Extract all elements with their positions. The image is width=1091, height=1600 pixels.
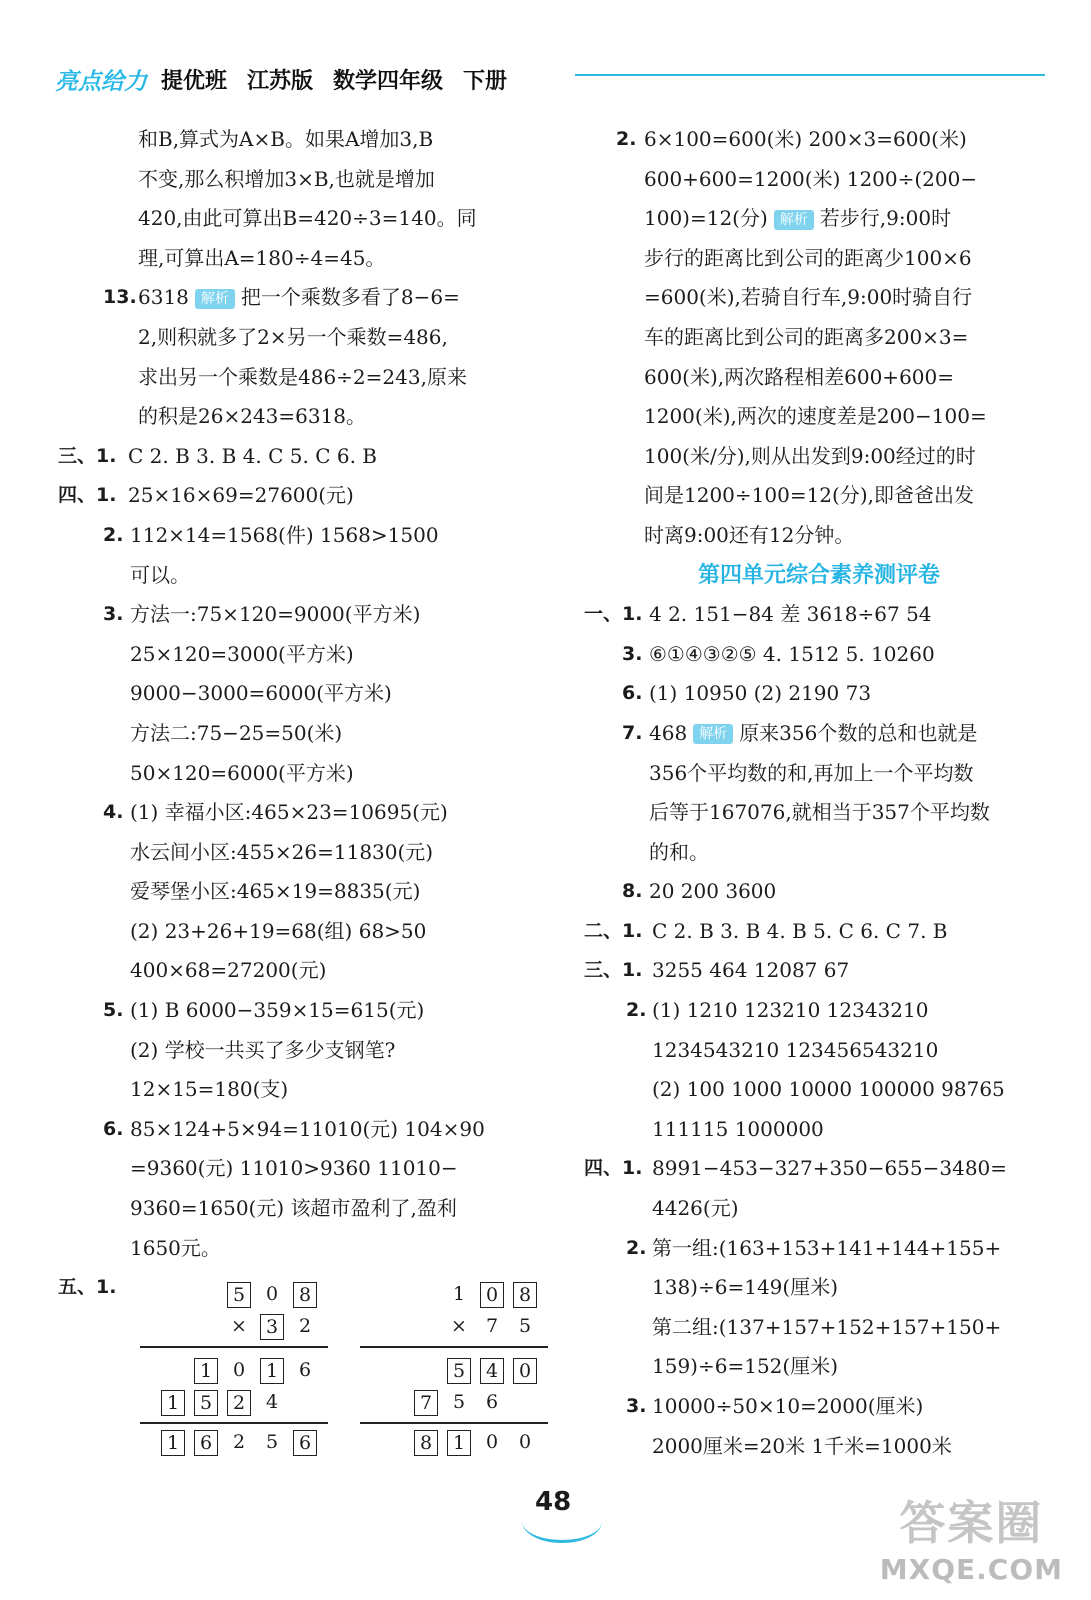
- answer-content: 爱琴堡小区:465×19=8835(元): [130, 879, 421, 904]
- answer-box: 4: [480, 1358, 504, 1384]
- answer-content: 1650元。: [130, 1235, 221, 1260]
- answer-line: [584, 437, 1054, 477]
- answer-text: [130, 1149, 458, 1189]
- answer-line: [58, 1149, 543, 1189]
- answer-text: [644, 397, 987, 437]
- answer-line: [58, 1189, 543, 1229]
- answer-content: 2,则积就多了2×另一个乘数=486,: [138, 324, 448, 349]
- answer-text: [644, 278, 972, 318]
- answer-content: 25×120=3000(平方米): [130, 641, 354, 666]
- answer-text: [130, 714, 342, 754]
- question-number: 五、1.: [58, 1276, 117, 1299]
- answer-text: [644, 318, 968, 358]
- answer-content: 1234543210 123456543210: [652, 1037, 939, 1062]
- question-number: 4.: [103, 801, 124, 824]
- answer-line: [584, 912, 1054, 952]
- question-number: 7.: [622, 721, 643, 744]
- answer-content: 的积是26×243=6318。: [138, 404, 367, 429]
- answer-line: [58, 951, 543, 991]
- answer-line: [58, 1031, 543, 1071]
- answer-text: [649, 793, 990, 833]
- digit: 4: [265, 1391, 279, 1413]
- answer-text: [138, 358, 467, 398]
- answer-content: 420,由此可算出B=420÷3=140。同: [138, 206, 477, 231]
- question-number: 2.: [626, 999, 647, 1022]
- answer-line: [58, 635, 543, 675]
- answer-line: [584, 1427, 1054, 1467]
- question-number: 四、1.: [584, 1157, 643, 1180]
- answer-content: 6318: [138, 285, 189, 310]
- analysis-tag: 解析: [195, 289, 235, 309]
- digit: 2: [298, 1315, 312, 1337]
- answer-line: [584, 120, 1054, 160]
- answer-content: (2) 学校一共买了多少支钢笔?: [130, 1037, 396, 1062]
- answer-line: [584, 991, 1054, 1031]
- answer-text: [644, 120, 967, 160]
- answer-content: 方法一:75×120=9000(平方米): [130, 602, 421, 627]
- answer-line: [584, 1229, 1054, 1269]
- answer-content: (1) B 6000−359×15=615(元): [130, 998, 425, 1023]
- answer-content: 468: [649, 720, 688, 745]
- answer-line: [58, 397, 543, 437]
- answer-text: [649, 833, 709, 873]
- answer-line: [584, 278, 1054, 318]
- analysis-tag: 解析: [774, 210, 814, 230]
- answer-box: 5: [447, 1358, 471, 1384]
- answer-line: [584, 516, 1054, 556]
- calc-rule: [360, 1346, 548, 1348]
- watermark-url: MXQE.COM: [879, 1553, 1063, 1586]
- answer-content: =9360(元) 11010>9360 11010−: [130, 1156, 458, 1181]
- series-title: 提优班: [161, 68, 228, 94]
- answer-line: [584, 674, 1054, 714]
- digit: 6: [298, 1359, 312, 1381]
- answer-text: [652, 991, 928, 1031]
- answer-text: [130, 951, 326, 991]
- digit: 0: [265, 1283, 279, 1305]
- answer-text: [130, 1031, 395, 1071]
- question-number: 2.: [626, 1236, 647, 1259]
- answer-content: 后等于167076,就相当于357个平均数: [649, 800, 990, 825]
- answer-text: [128, 437, 377, 477]
- answer-content: 理,可算出A=180÷4=45。: [138, 245, 386, 270]
- answer-line: [584, 872, 1054, 912]
- answer-line: [584, 1189, 1054, 1229]
- brand-logo: 亮点给力: [55, 68, 147, 95]
- answer-text: [138, 199, 477, 239]
- answer-content: 9360=1650(元) 该超市盈利了,盈利: [130, 1196, 457, 1221]
- answer-content: 间是1200÷100=12(分),即爸爸出发: [644, 483, 974, 508]
- answer-content: 159)÷6=152(厘米): [652, 1354, 838, 1379]
- answer-content: 9000−3000=6000(平方米): [130, 681, 392, 706]
- answer-content: 水云间小区:455×26=11830(元): [130, 839, 434, 864]
- answer-line: [584, 714, 1054, 754]
- answer-content: 8991−453−327+350−655−3480=: [652, 1156, 1008, 1181]
- answer-line: [58, 1229, 543, 1269]
- digit: 6: [485, 1391, 499, 1413]
- answer-content: C 2. B 3. B 4. B 5. C 6. C 7. B: [652, 918, 948, 943]
- digit: ×: [451, 1315, 467, 1337]
- answer-line: [584, 1387, 1054, 1427]
- answer-content: 可以。: [130, 562, 190, 587]
- answer-content: 356个平均数的和,再加上一个平均数: [649, 760, 974, 785]
- answer-box: 1: [260, 1358, 284, 1384]
- answer-line: [58, 1110, 543, 1150]
- answer-text: [649, 872, 776, 912]
- answer-content: 3255 464 12087 67: [652, 958, 850, 983]
- answer-text: [130, 1189, 457, 1229]
- question-number: 四、1.: [58, 484, 117, 507]
- answer-box: 8: [293, 1282, 317, 1308]
- answer-content: 600(米),两次路程相差600+600=: [644, 364, 954, 389]
- answer-text: [138, 120, 433, 160]
- digit: 1: [452, 1283, 466, 1305]
- answer-content: 第一组:(163+153+141+144+155+: [652, 1235, 1002, 1260]
- answer-box: 1: [161, 1390, 185, 1416]
- answer-content: 85×124+5×94=11010(元) 104×90: [130, 1116, 485, 1141]
- calc-rule: [140, 1422, 328, 1424]
- section-title: 第四单元综合素养测评卷: [697, 562, 940, 588]
- answer-content: 2000厘米=20米 1千米=1000米: [652, 1433, 952, 1458]
- answer-line: [584, 1149, 1054, 1189]
- answer-line: [584, 793, 1054, 833]
- answer-line: [584, 1110, 1054, 1150]
- question-number: 3.: [626, 1395, 647, 1417]
- answer-text: [652, 1427, 952, 1467]
- answer-text: [130, 556, 190, 596]
- answer-box: 5: [194, 1390, 218, 1416]
- question-number: 2.: [616, 128, 637, 150]
- answer-box: 0: [513, 1358, 537, 1384]
- answer-box: 1: [194, 1358, 218, 1384]
- answer-text: [652, 1110, 824, 1150]
- answer-line: [58, 160, 543, 200]
- question-number: 3.: [103, 603, 124, 626]
- answer-content: 600+600=1200(米) 1200÷(200−: [644, 166, 978, 191]
- digit: 0: [232, 1359, 246, 1381]
- answer-content: ⑥①④③②⑤ 4. 1512 5. 10260: [649, 641, 935, 666]
- digit: 5: [265, 1431, 279, 1453]
- answer-text: [652, 1229, 1001, 1269]
- answer-content: 4426(元): [652, 1196, 739, 1221]
- answer-box: 8: [414, 1430, 438, 1456]
- question-number: 三、1.: [584, 959, 643, 982]
- answer-content: 100)=12(分): [644, 206, 768, 231]
- question-number: 8.: [622, 880, 643, 903]
- answer-content: 车的距离比到公司的距离多200×3=: [644, 324, 969, 349]
- edition: 江苏版: [247, 68, 314, 94]
- calc-rule: [140, 1346, 328, 1348]
- answer-content: =600(米),若骑自行车,9:00时骑自行: [644, 285, 973, 310]
- answer-line: [58, 714, 543, 754]
- digit: ×: [231, 1315, 247, 1337]
- answer-line: [584, 1268, 1054, 1308]
- answer-line: [584, 358, 1054, 398]
- answer-content: 的和。: [649, 839, 709, 864]
- answer-content: (1) 10950 (2) 2190 73: [649, 681, 872, 706]
- answer-line: [584, 397, 1054, 437]
- answer-box: 3: [260, 1314, 284, 1340]
- answer-line: [584, 476, 1054, 516]
- answer-text: [138, 160, 435, 200]
- answer-content: 20 200 3600: [649, 879, 777, 904]
- page-number: 48: [535, 1487, 572, 1517]
- answer-content: 6×100=600(米) 200×3=600(米): [644, 127, 967, 151]
- answer-line: [584, 833, 1054, 873]
- answer-box: 1: [161, 1430, 185, 1456]
- answer-content: 方法二:75−25=50(米): [130, 720, 343, 745]
- answer-text: [652, 912, 947, 952]
- answer-line: [584, 951, 1054, 991]
- answer-line: [584, 595, 1054, 635]
- answer-text: [652, 951, 849, 991]
- answer-content: 25×16×69=27600(元): [128, 483, 354, 508]
- answer-line: [58, 199, 543, 239]
- answer-line: [58, 239, 543, 279]
- right-column: [584, 120, 1054, 1466]
- answer-line: [58, 278, 543, 318]
- answer-box: 1: [447, 1430, 471, 1456]
- analysis-text: 把一个乘数多看了8−6=: [240, 285, 460, 310]
- answer-line: [58, 1070, 543, 1110]
- answer-text: [644, 239, 972, 279]
- answer-box: 6: [293, 1430, 317, 1456]
- answer-box: 7: [414, 1390, 438, 1416]
- answer-content: (2) 100 1000 10000 100000 98765: [652, 1077, 1005, 1102]
- answer-content: C 2. B 3. B 4. C 5. C 6. B: [128, 443, 377, 468]
- volume: 下册: [463, 68, 508, 94]
- answer-content: (1) 1210 123210 12343210: [652, 998, 929, 1023]
- answer-content: (1) 幸福小区:465×23=10695(元): [130, 800, 448, 825]
- answer-content: 不变,那么积增加3×B,也就是增加: [138, 166, 435, 191]
- answer-content: 111115 1000000: [652, 1116, 824, 1141]
- analysis-tag: 解析: [693, 724, 733, 744]
- answer-box: 2: [227, 1390, 251, 1416]
- answer-text: [128, 476, 354, 516]
- digit: 2: [232, 1431, 246, 1453]
- answer-line: [58, 358, 543, 398]
- answer-text: [644, 516, 854, 556]
- page-header: [55, 62, 527, 96]
- answer-text: [644, 437, 976, 477]
- answer-text: [130, 991, 424, 1031]
- answer-text: [644, 160, 977, 200]
- answer-text: [138, 318, 448, 358]
- question-number: 6.: [103, 1117, 124, 1140]
- answer-content: 12×15=180(支): [130, 1077, 289, 1102]
- answer-text: [130, 1229, 221, 1269]
- answer-line: [58, 437, 543, 477]
- answer-line: [58, 991, 543, 1031]
- answer-text: [130, 674, 392, 714]
- analysis-text: 原来356个数的总和也就是: [739, 720, 978, 745]
- answer-line: [58, 476, 543, 516]
- answer-line: [58, 793, 543, 833]
- answer-text: [138, 239, 385, 279]
- question-number: 13.: [103, 286, 137, 309]
- answer-text: [138, 278, 460, 318]
- question-number: 5.: [103, 999, 124, 1022]
- answer-text: [130, 516, 439, 556]
- answer-box: 6: [194, 1430, 218, 1456]
- answer-content: 138)÷6=149(厘米): [652, 1275, 838, 1300]
- answer-text: [130, 872, 420, 912]
- answer-text: [652, 1347, 838, 1387]
- question-number: 一、1.: [584, 603, 643, 626]
- answer-content: 第二组:(137+157+152+157+150+: [652, 1314, 1002, 1339]
- digit: 7: [485, 1315, 499, 1337]
- answer-line: [584, 239, 1054, 279]
- answer-box: 8: [513, 1282, 537, 1308]
- answer-content: 时离9:00还有12分钟。: [644, 522, 855, 547]
- answer-content: 步行的距离比到公司的距离少100×6: [644, 245, 972, 270]
- watermark-logo: 答案圈: [899, 1496, 1044, 1550]
- answer-line: [58, 595, 543, 635]
- answer-text: [130, 754, 354, 794]
- answer-text: [649, 714, 977, 754]
- answer-text: [652, 1387, 923, 1427]
- answer-line: [584, 160, 1054, 200]
- question-number: 2.: [103, 523, 124, 546]
- answer-line: [58, 674, 543, 714]
- digit: 5: [452, 1391, 466, 1413]
- answer-text: [130, 635, 354, 675]
- answer-line: [58, 120, 543, 160]
- answer-text: [652, 1149, 1007, 1189]
- answer-line: [584, 754, 1054, 794]
- answer-text: [130, 793, 448, 833]
- answer-line: [58, 912, 543, 952]
- answer-line: [584, 1031, 1054, 1071]
- answer-line: [58, 833, 543, 873]
- answer-line: [584, 1347, 1054, 1387]
- question-number: 二、1.: [584, 919, 643, 942]
- answer-text: [644, 476, 974, 516]
- answer-text: [649, 635, 935, 675]
- answer-content: 1200(米),两次的速度差是200−100=: [644, 404, 987, 429]
- header-rule: [575, 74, 1045, 76]
- answer-content: (2) 23+26+19=68(组) 68>50: [130, 918, 427, 943]
- watermark: [880, 1487, 1063, 1586]
- answer-content: 100(米/分),则从出发到9:00经过的时: [644, 443, 976, 468]
- answer-content: 400×68=27200(元): [130, 958, 327, 983]
- answer-text: [652, 1031, 938, 1071]
- left-column: [58, 120, 543, 1308]
- answer-text: [652, 1268, 838, 1308]
- answer-text: [130, 595, 420, 635]
- answer-text: [130, 1070, 288, 1110]
- answer-line: [584, 318, 1054, 358]
- answer-box: 0: [480, 1282, 504, 1308]
- answer-text: [644, 358, 954, 398]
- answer-text: [649, 595, 932, 635]
- calc-rule: [360, 1422, 548, 1424]
- answer-content: 50×120=6000(平方米): [130, 760, 354, 785]
- answer-box: 5: [227, 1282, 251, 1308]
- answer-text: [652, 1308, 1001, 1348]
- answer-content: 求出另一个乘数是486÷2=243,原来: [138, 364, 467, 389]
- answer-line: [58, 872, 543, 912]
- digit: 0: [518, 1431, 532, 1453]
- answer-text: [644, 199, 951, 239]
- answer-text: [130, 833, 433, 873]
- answer-content: 10000÷50×10=2000(厘米): [652, 1394, 924, 1418]
- answer-line: [58, 556, 543, 596]
- answer-line: [58, 754, 543, 794]
- answer-content: 112×14=1568(件) 1568>1500: [130, 522, 439, 547]
- answer-text: [649, 674, 871, 714]
- answer-text: [652, 1070, 1005, 1110]
- question-number: 6.: [622, 682, 643, 705]
- subject: 数学四年级: [333, 68, 444, 94]
- answer-text: [130, 912, 426, 952]
- question-number: 3.: [622, 642, 643, 665]
- answer-line: [584, 1070, 1054, 1110]
- answer-content: 4 2. 151−84 差 3618÷67 54: [649, 602, 932, 627]
- answer-line: [584, 635, 1054, 675]
- answer-line: [58, 318, 543, 358]
- answer-line: [584, 199, 1054, 239]
- analysis-text: 若步行,9:00时: [819, 206, 952, 231]
- answer-line: [584, 1308, 1054, 1348]
- answer-content: 和B,算式为A×B。如果A增加3,B: [138, 127, 434, 151]
- answer-text: [130, 1110, 485, 1150]
- answer-text: [649, 754, 974, 794]
- digit: 0: [485, 1431, 499, 1453]
- answer-text: [652, 1189, 739, 1229]
- question-number: 三、1.: [58, 444, 117, 467]
- answer-line: [58, 516, 543, 556]
- answer-text: [138, 397, 366, 437]
- digit: 5: [518, 1315, 532, 1337]
